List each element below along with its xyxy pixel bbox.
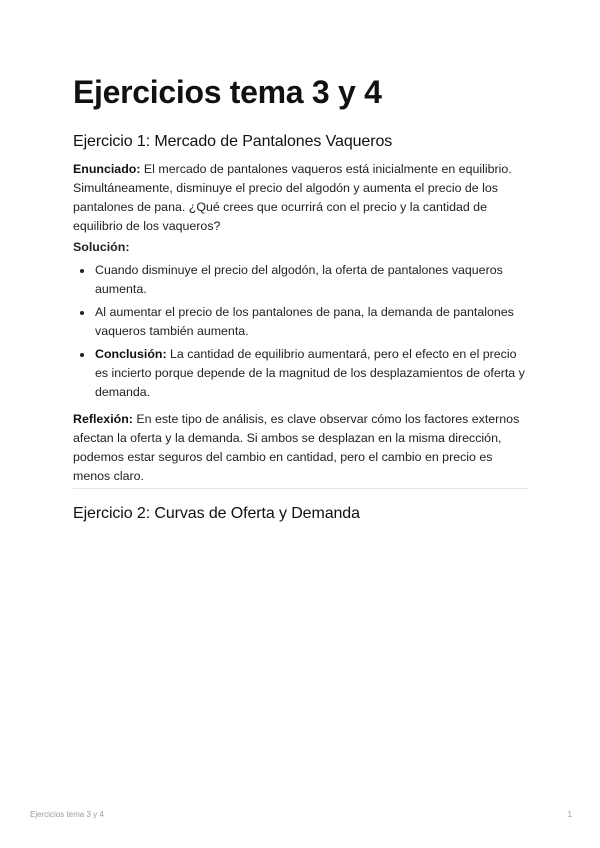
section-divider xyxy=(73,488,529,489)
list-item xyxy=(73,345,529,402)
footer-title: Ejercicios tema 3 y 4 xyxy=(30,810,104,819)
statement-label: Enunciado: xyxy=(73,162,141,176)
bullet-text: Cuando disminuye el precio del algodón, la oferta de pantalones vaqueros aumenta. xyxy=(95,263,503,296)
bullet-text: Al aumentar el precio de los pantalones de pana, la demanda de pantalones vaqueros también aumenta. xyxy=(95,305,514,338)
conclusion-text: La cantidad de equilibrio aumentará, pero el efecto en el precio es incierto porque depende de la magnitud de los desplazamientos de oferta y demanda. xyxy=(95,347,525,399)
list-item xyxy=(73,261,529,299)
reflection-paragraph xyxy=(73,410,529,486)
exercise1-statement xyxy=(73,160,529,236)
exercise2-heading: Ejercicio 2: Curvas de Oferta y Demanda xyxy=(73,505,360,522)
conclusion-label: Conclusión: xyxy=(95,347,167,361)
page-title: Ejercicios tema 3 y 4 xyxy=(73,74,382,110)
statement-text: El mercado de pantalones vaqueros está inicialmente en equilibrio. Simultáneamente, disminuye el precio del algodón y aumenta el precio de los pantalones de pana. ¿Qué crees que ocurrirá con el precio y la cantidad de equilibrio de los vaqueros? xyxy=(73,162,512,233)
page-number: 1 xyxy=(567,810,572,819)
reflection-text: En este tipo de análisis, es clave observar cómo los factores externos afectan la oferta y la demanda. Si ambos se desplazan en la misma dirección, podemos estar seguros del cambio en cantidad, pero el cambio en precio es menos claro. xyxy=(73,412,520,483)
exercise1-heading: Ejercicio 1: Mercado de Pantalones Vaqueros xyxy=(73,133,393,150)
list-item xyxy=(73,303,529,341)
solution-label: Solución: xyxy=(73,240,130,254)
reflection-label: Reflexión: xyxy=(73,412,133,426)
solution-list xyxy=(73,261,529,406)
